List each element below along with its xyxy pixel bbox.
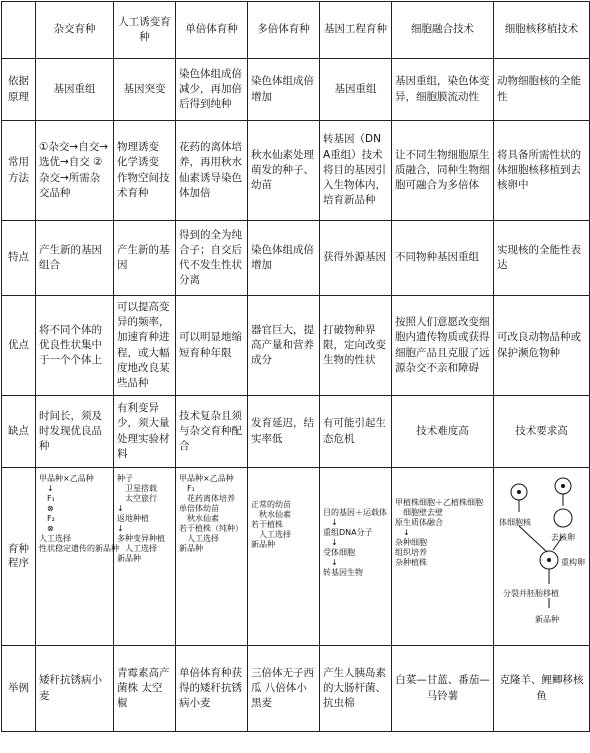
cell: 器官巨大，提高产量和营养成分: [248, 296, 320, 396]
flow-step: 多种变异种植: [117, 534, 165, 543]
cell: 矮秆抗锈病小麦: [36, 646, 114, 732]
table-row: [2, 396, 590, 468]
flow-genetic: [320, 468, 392, 646]
cell: 白菜—甘蓝、番茄—马铃薯: [392, 646, 494, 732]
flow-step: 人工选择: [187, 534, 219, 543]
flow-polyploid: [248, 468, 320, 646]
cell: 产生新的基因: [114, 221, 176, 296]
flow-nuclear: [494, 468, 590, 646]
flow-step: F₂: [47, 514, 55, 523]
flow-step: 新品种: [179, 544, 203, 553]
flow-step: 秋水仙素: [259, 510, 291, 519]
arrow-icon: ↓: [331, 558, 338, 567]
flow-step: 杂种细胞: [395, 538, 427, 547]
cell: 发育延迟，结实率低: [248, 396, 320, 468]
flow-step: 甲品种×乙品种: [39, 474, 94, 483]
row-head-features: 特点: [2, 221, 36, 296]
cell: 基因重组，染色体变异，细胞膜流动性: [392, 59, 494, 121]
cell: 打破物种界限，定向改变生物的性状: [320, 296, 392, 396]
cell: 花药的离体培养，再用秋水仙素诱导染色体加倍: [176, 121, 248, 221]
flow-step: 新品种: [535, 615, 559, 624]
cell: 染色体组成倍增加: [248, 221, 320, 296]
cell: 按照人们意愿改变细胞内遗传物质或获得细胞产品且克服了远源杂交不亲和障碍: [392, 296, 494, 396]
flow-step: 体细胞核: [499, 518, 531, 527]
cell: 时间长，须及时发现优良品种: [36, 396, 114, 468]
col-fusion: 细胞融合技术: [392, 2, 494, 59]
arrow-icon: ↓: [331, 518, 338, 527]
row-head-examples: 举例: [2, 646, 36, 732]
cell: 将不同个体的优良性状集中于一个个体上: [36, 296, 114, 396]
flow-step: 人工选择: [39, 534, 71, 543]
cell: 将具备所需性状的体细胞核移植到去核卵中: [494, 121, 590, 221]
cell: 可以明显地缩短育种年限: [176, 296, 248, 396]
cell: 基因重组: [36, 59, 114, 121]
cell: 可改良动物品种或保护濒危物种: [494, 296, 590, 396]
cell: 可以提高变异的频率，加速育种进程，或大幅度地改良某些品种: [114, 296, 176, 396]
flow-step: 返地种植: [117, 514, 149, 523]
cell: 产生人胰岛素的大肠杆菌、抗虫棉: [320, 646, 392, 732]
flow-step: 重构卵: [561, 558, 585, 567]
cell: 获得外源基因: [320, 221, 392, 296]
cell: 动物细胞核的全能性: [494, 59, 590, 121]
flow-step: 目的基因＋运载体: [323, 508, 387, 517]
flow-step: 杂种植株: [395, 558, 427, 567]
flow-step: 组织培养: [395, 548, 427, 557]
corner-cell: [2, 2, 36, 59]
flow-step: 性状稳定遗传的新品种: [39, 544, 119, 553]
flow-step: 新品种: [117, 554, 141, 563]
col-nuclear: 细胞核移植技术: [494, 2, 590, 59]
col-hybrid: 杂交育种: [36, 2, 114, 59]
flow-step: 太空旅行: [125, 494, 157, 503]
flow-step: 甲植株细胞: [395, 498, 435, 507]
flow-step: 乙植株细胞: [443, 498, 483, 507]
cell: 有利变异少，须大量处理实验材料: [114, 396, 176, 468]
cell: 产生新的基因组合: [36, 221, 114, 296]
col-haploid: 单倍体育种: [176, 2, 248, 59]
cell: 不同物种基因重组: [392, 221, 494, 296]
cell: 实现核的全能性表达: [494, 221, 590, 296]
cell: 秋水仙素处理萌发的种子、幼苗: [248, 121, 320, 221]
row-head-procedure: 育种程序: [2, 468, 36, 646]
cell: 技术要求高: [494, 396, 590, 468]
cell: 单倍体育种获得的矮秆抗锈病小麦: [176, 646, 248, 732]
cell: 得到的全为纯合子；自交后代不发生性状分离: [176, 221, 248, 296]
arrow-icon: ↓: [403, 528, 410, 537]
cell: 染色体组成倍增加: [248, 59, 320, 121]
cell: ①杂交→自交→选优→自交 ②杂交→所需杂交品种: [36, 121, 114, 221]
flow-step: 新品种: [251, 540, 275, 549]
flow-step: 卫星搭载: [125, 484, 157, 493]
flow-step: ⊗: [47, 524, 54, 533]
cell: 让不同生物细胞原生质融合，同种生物细胞可融合为多倍体: [392, 121, 494, 221]
flow-haploid: [176, 468, 248, 646]
col-genetic: 基因工程育种: [320, 2, 392, 59]
table-row: [2, 296, 590, 396]
col-mutation: 人工诱变育种: [114, 2, 176, 59]
flow-step: 人工选择: [125, 544, 157, 553]
cell: 克隆羊、鲤鲫移核鱼: [494, 646, 590, 732]
cell: 转基因（DNA重组）技术将目的基因引入生物体内，培育新品种: [320, 121, 392, 221]
flow-step: 若干植株（纯种）: [179, 524, 243, 533]
flow-step: 转基因生物: [323, 568, 363, 577]
flow-step: 种子: [117, 474, 133, 483]
flow-step: 去核卵: [551, 533, 575, 542]
arrow-icon: ↓: [117, 524, 124, 533]
row-head-disadvantages: 缺点: [2, 396, 36, 468]
table-row: [2, 221, 590, 296]
flow-step: 人工选择: [259, 530, 291, 539]
cell: 染色体组成倍减少，再加倍后得到纯种: [176, 59, 248, 121]
flow-step: 单倍体幼苗: [179, 504, 219, 513]
breeding-methods-table: [1, 1, 590, 732]
cell: 三倍体无子西瓜 八倍体小黑麦: [248, 646, 320, 732]
cell: 物理诱变 化学诱变 作物空间技术育种: [114, 121, 176, 221]
cell: 技术难度高: [392, 396, 494, 468]
flow-step: F₁: [47, 494, 55, 503]
flow-step: 花药离体培养: [187, 494, 235, 503]
table-row: [2, 646, 590, 732]
flow-step: F₁: [187, 484, 195, 493]
cell: 有可能引起生态危机: [320, 396, 392, 468]
cell: 技术复杂且须与杂交育种配合: [176, 396, 248, 468]
table-row: [2, 121, 590, 221]
flow-step: 重组DNA分子: [323, 528, 373, 537]
flow-fusion: [392, 468, 494, 646]
flow-step: 正常的幼苗: [251, 500, 291, 509]
row-head-principle: 依据原理: [2, 59, 36, 121]
arrow-icon: ↓: [117, 504, 124, 513]
flow-step: ⊗: [47, 504, 54, 513]
arrow-icon: ↓: [331, 538, 338, 547]
row-head-advantages: 优点: [2, 296, 36, 396]
table-row: [2, 59, 590, 121]
flow-step: 甲植株细胞＋乙植株细胞: [395, 498, 483, 507]
flow-step: 分裂并胚胎移植: [503, 589, 559, 598]
flow-mutation: [114, 468, 176, 646]
row-head-methods: 常用方法: [2, 121, 36, 221]
flow-step: 若干植株: [251, 520, 283, 529]
header-row: [2, 2, 590, 59]
cell: 青霉素高产菌株 太空椒: [114, 646, 176, 732]
col-polyploid: 多倍体育种: [248, 2, 320, 59]
flow-step: 甲品种×乙品种: [179, 474, 234, 483]
cell: 基因重组: [320, 59, 392, 121]
flow-step: 受体细胞: [323, 548, 355, 557]
flow-step: 原生质体融合: [395, 518, 443, 527]
flow-hybrid: [36, 468, 119, 646]
arrow-icon: ↓: [47, 484, 54, 493]
flow-step: 秋水仙素: [187, 514, 219, 523]
procedure-row: [2, 468, 590, 646]
flow-step: 细胞壁去壁: [403, 508, 443, 517]
cell: 基因突变: [114, 59, 176, 121]
